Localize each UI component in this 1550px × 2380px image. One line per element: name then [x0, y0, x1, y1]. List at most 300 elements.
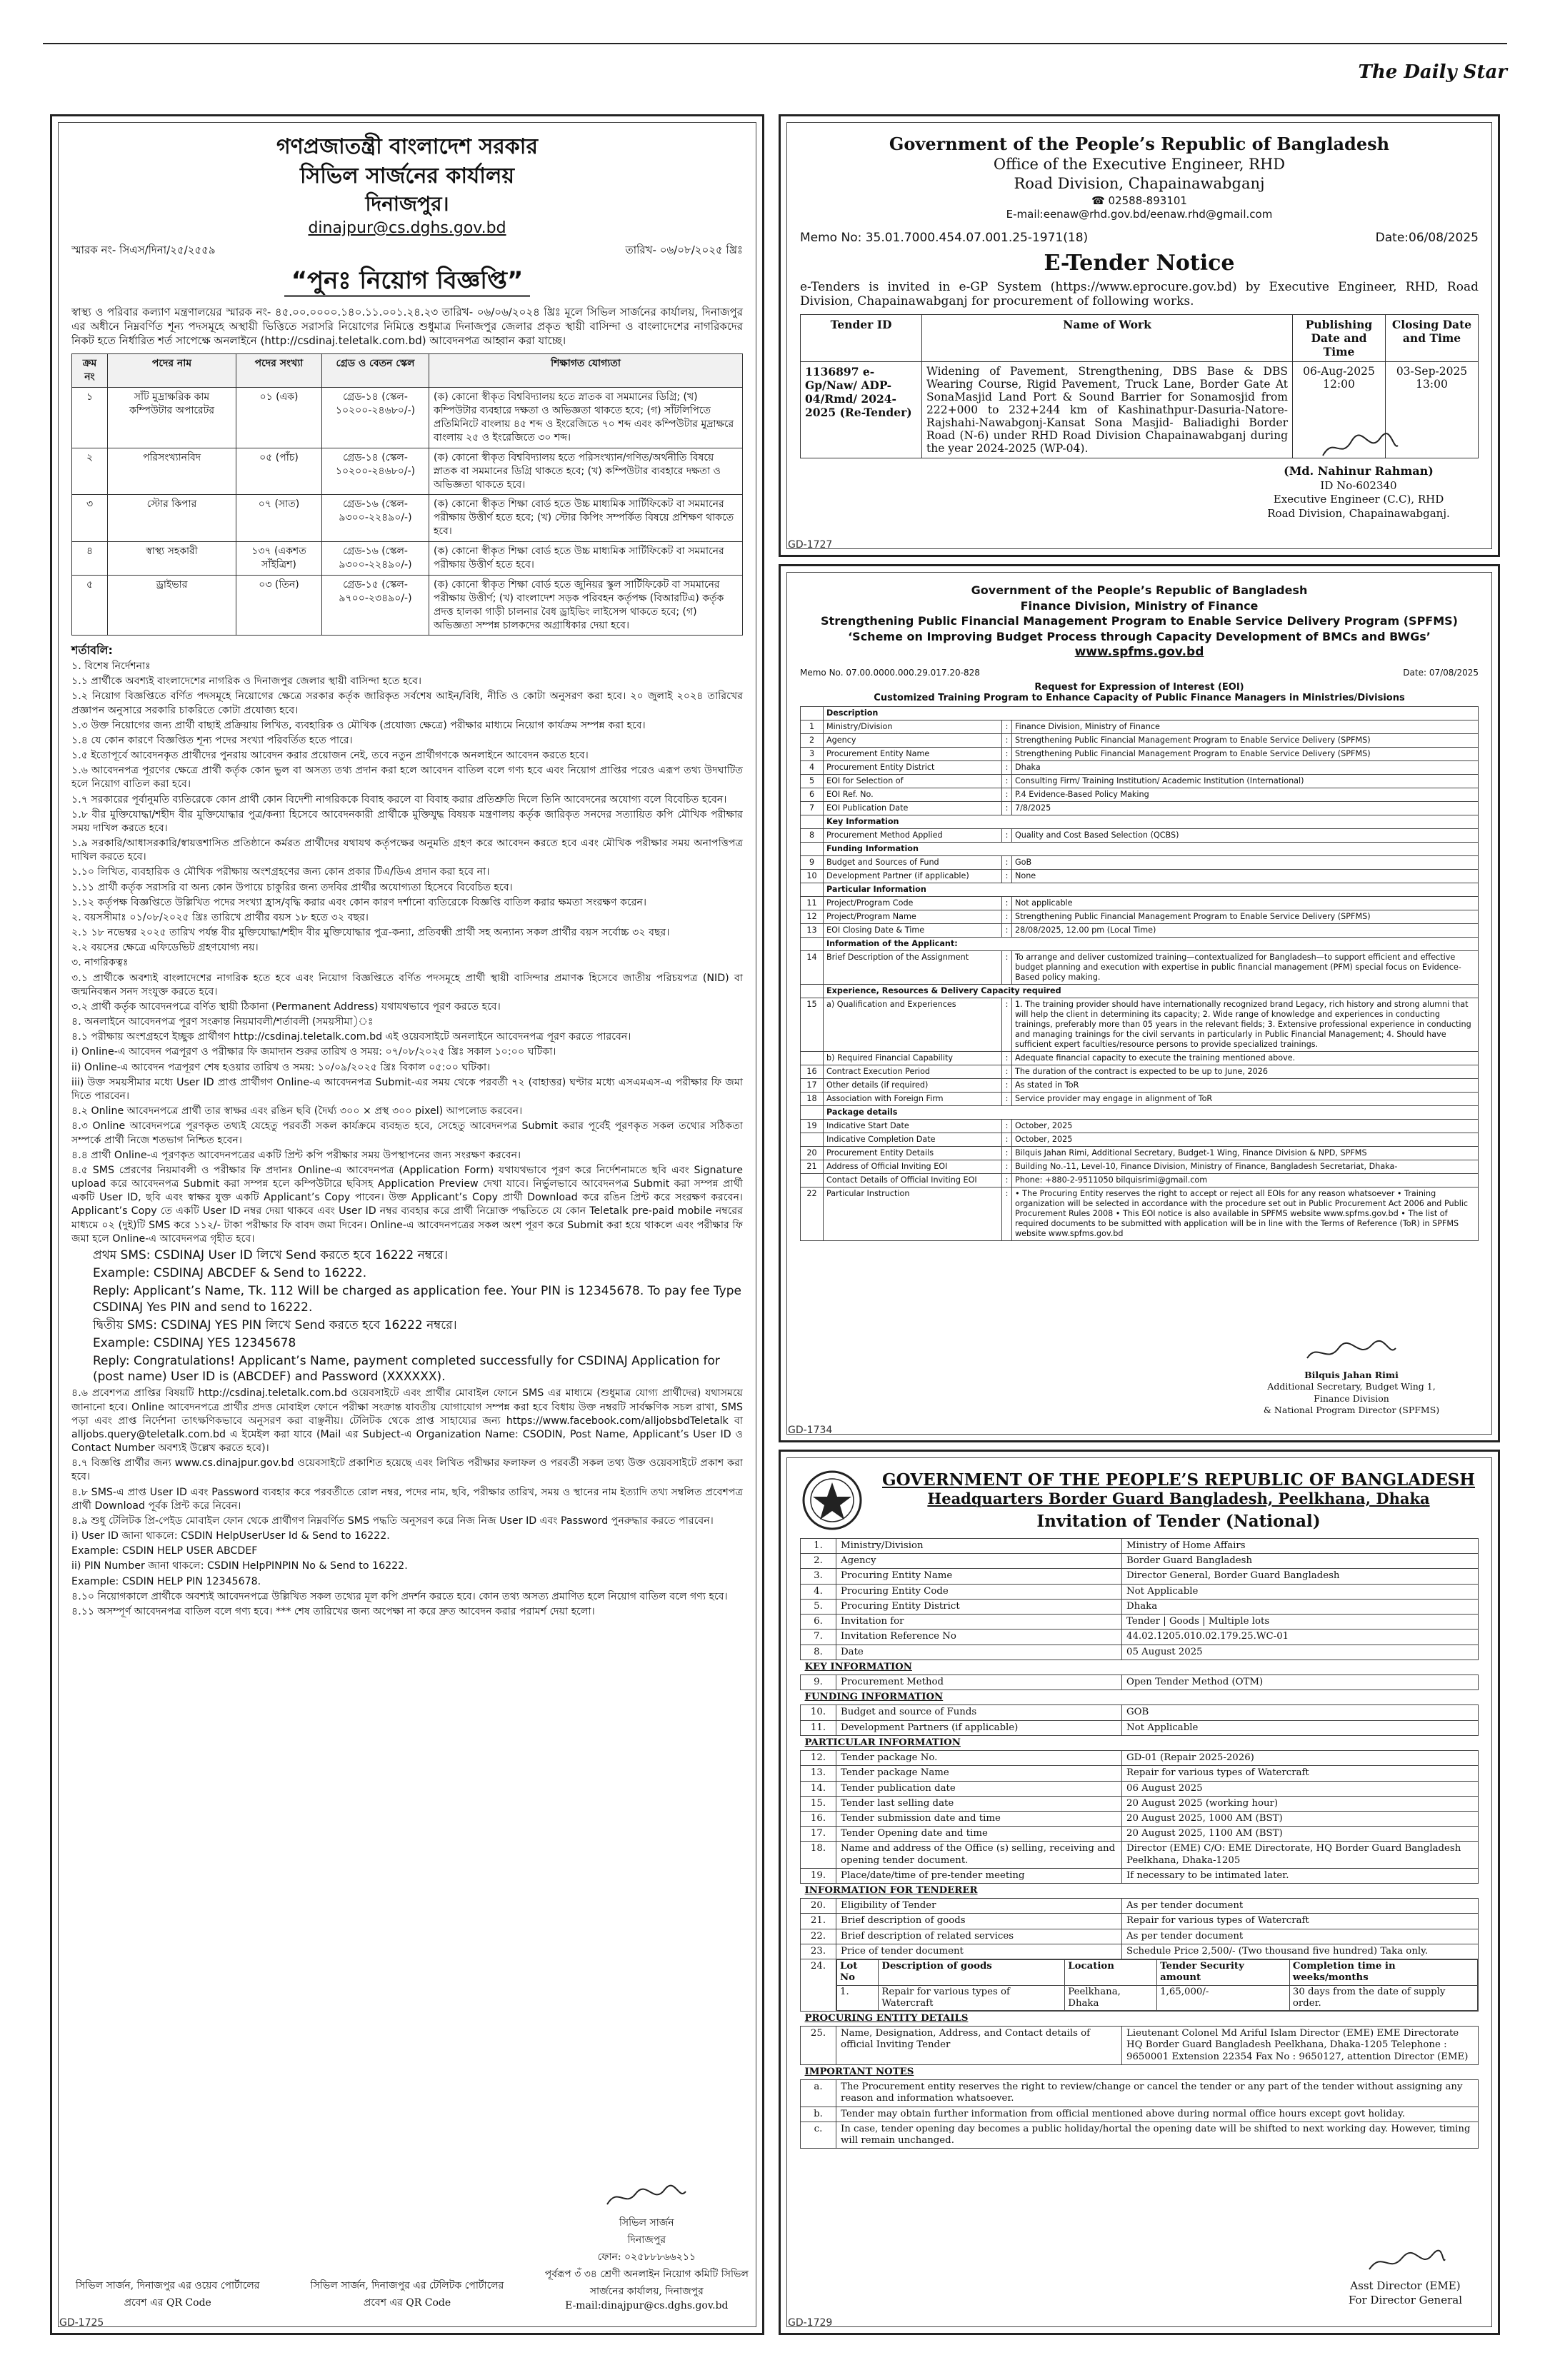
col-publish: Publishing Date and Time	[1293, 314, 1386, 361]
ad-heading	[800, 133, 1479, 222]
row-value: • The Procuring Entity reserves the right to accept or reject all EOIs for any reason whatsoever • Training organization will be selected in accordance with the procedure set out in Public Procurement Act 2006 and Public Procurement Rules 2008 • This EOI notice is also available in SPFMS website www.spfms.gov.bd • The list of required documents to be submitted with application will be in line with the Terms of Reference (ToR) in SPFMS website www.spfms.gov.bd	[1012, 1188, 1479, 1241]
row-section: Information of the Applicant:	[824, 938, 1479, 951]
table-cell: ০৭ (সাত)	[236, 495, 322, 542]
condition-item: ii) Online-এ আবেদন পত্রপূরণ শেষ হওয়ার তারিখ ও সময়: ১০/০৯/২০২৫ খ্রিঃ বিকাল ০৫:০০ ঘটিকা।	[71, 1061, 491, 1073]
heading-email[interactable]: dinajpur@cs.dghs.gov.bd	[308, 219, 506, 237]
table-row	[801, 761, 1479, 775]
row-value: 20 August 2025 (working hour)	[1122, 1796, 1479, 1811]
table-row	[801, 870, 1479, 883]
ad-heading	[71, 133, 743, 238]
qr-caption-web: সিভিল সার্জন, দিনাজপুর এর ওয়েব পোর্টালের প্রবেশ এর QR Code	[75, 2280, 260, 2309]
row-key: EOI Publication Date	[824, 802, 1002, 815]
table-row	[801, 1781, 1479, 1796]
row-key: Ministry/Division	[836, 1539, 1122, 1554]
col-close: Closing Date and Time	[1386, 314, 1479, 361]
row-number: 2	[801, 734, 824, 748]
row-value: 28/08/2025, 12.00 pm (Local Time)	[1012, 924, 1479, 938]
memo-number: স্মারক নং- সিএস/দিনা/২৫/২৫৫৯	[71, 243, 216, 257]
row-number: 5.	[801, 1599, 836, 1614]
signer-name: Bilquis Jahan Rimi	[1304, 1370, 1399, 1380]
row-colon: :	[1002, 829, 1012, 843]
row-number: 15.	[801, 1796, 836, 1811]
table-row	[801, 883, 1479, 897]
table-row	[801, 720, 1479, 734]
row-number: 9	[801, 856, 824, 870]
table-cell: ৪	[72, 542, 108, 576]
table-row	[801, 1645, 1479, 1660]
condition-item: ১.৭ সরকারের পূর্বানুমতি ব্যতিরেকে কোন প্রার্থী কোন বিদেশী নাগরিককে বিবাহ করলে বা বিবাহ করার প্রতিশ্রুতি দিলে তিনি আবেদনের অযোগ্য বলে বিবেচিত হবেন।	[71, 793, 727, 805]
row-number: 8	[801, 829, 824, 843]
table-row	[801, 1569, 1479, 1584]
note-row	[801, 2122, 1479, 2148]
row-colon: :	[1002, 748, 1012, 761]
condition-item: ৪.৯ শুধু টেলিটক প্রি-পেইড মোবাইল ফোন থেকে প্রার্থীগণ নিম্নবর্ণিত SMS পদ্ধতি অনুসরণ করে নিজ নিজ User ID এবং Password পুনরুদ্ধার করতে পারবেন।	[71, 1515, 714, 1527]
row-value: Quality and Cost Based Selection (QCBS)	[1012, 829, 1479, 843]
row-colon: :	[1002, 1120, 1012, 1133]
row-key: Price of tender document	[836, 1944, 1122, 1959]
lot-header: Lot No	[837, 1960, 879, 1985]
table-row	[801, 910, 1479, 924]
row-number: 12.	[801, 1751, 836, 1766]
col-qualification: শিক্ষাগত যোগ্যতা	[429, 354, 743, 388]
row-number: 3.	[801, 1569, 836, 1584]
row-number: 19.	[801, 1868, 836, 1883]
condition-item: Example: CSDIN HELP PIN 12345678.	[71, 1575, 261, 1587]
row-value: 20 August 2025, 1100 AM (BST)	[1122, 1827, 1479, 1842]
condition-item: ৪.৮ SMS-এ প্রাপ্ত User ID এবং Password ব্যবহার করে পরবর্তীতে রোল নম্বর, পদের নাম, ছবি, পরীক্ষার তারিখ, সময় ও স্থানের নাম ইত্যাদি তথ্য সম্বলিত প্রবেশপত্র প্রার্থী Download পূর্বক প্রিন্ট করে নিবেন।	[71, 1486, 743, 1512]
row-value: Border Guard Bangladesh	[1122, 1554, 1479, 1569]
row-number: 14	[801, 951, 824, 985]
row-key: Contract Execution Period	[824, 1065, 1002, 1079]
table-row	[801, 1914, 1479, 1929]
row-number: 17	[801, 1079, 824, 1093]
row-value: Finance Division, Ministry of Finance	[1012, 720, 1479, 734]
row-number: 5	[801, 775, 824, 788]
table-row	[801, 815, 1479, 829]
row-value: Repair for various types of Watercraft	[1122, 1914, 1479, 1929]
heading-website[interactable]: www.spfms.gov.bd	[1074, 645, 1204, 660]
row-colon: :	[1002, 788, 1012, 802]
row-number: 20	[801, 1147, 824, 1160]
ad-code: GD-1727	[788, 539, 833, 551]
ad-spfms-eoi	[779, 564, 1500, 1442]
section-row	[801, 1735, 1479, 1750]
lot-header: Tender Security amount	[1157, 1960, 1290, 1985]
condition-item: ২.২ বয়সের ক্ষেত্রে এফিডেভিট গ্রহণযোগ্য নয়।	[71, 942, 259, 954]
row-key: Brief Description of the Assignment	[824, 951, 1002, 985]
row-number: 8.	[801, 1645, 836, 1660]
heading-office: Office of the Executive Engineer, RHD	[993, 156, 1286, 174]
row-key: Invitation Reference No	[836, 1630, 1122, 1645]
row-key: Ministry/Division	[824, 720, 1002, 734]
row-key: Indicative Completion Date	[824, 1133, 1002, 1147]
table-row	[801, 775, 1479, 788]
table-cell: স্বাস্থ্য সহকারী	[108, 542, 236, 576]
table-row	[801, 938, 1479, 951]
sms-line: প্রথম SMS: CSDINAJ User ID লিখে Send করতে হবে 16222 নম্বরে।	[93, 1247, 449, 1262]
row-value: Not applicable	[1012, 897, 1479, 910]
tender-id: 1136897 e-Gp/Naw/ ADP-04/Rmd/ 2024-2025 (Re-Tender)	[801, 361, 922, 458]
row-value: 1. The training provider should have internationally recognized brand Legacy, rich history and strong alumni that will help the client in determining its capacity; 2. Wide range of knowledge and experiences in conducting trainings, preferably more than 05 years in the relevant fields; 3. Extensive professional experience in conducting and managing trainings for the civil servants in particularly in Public Financial Management; 4. Should have sufficient expert faculties/resource persons to provide specialized trainings.	[1012, 998, 1479, 1052]
table-cell: (ক) কোনো স্বীকৃত বিশ্ববিদ্যালয় হতে স্নাতক বা সমমানের ডিগ্রি; (খ) কম্পিউটার ব্যবহারে দক্ষতা ও অভিজ্ঞতা থাকতে হবে; (গ) সাঁটলিপিতে প্রতিমিনিটে বাংলায় ৪৫ শব্দ ও ইংরেজিতে ৭০ শব্দ এবং কম্পিউটার মুদ্রাক্ষরে বাংলায় ২৫ ও ইংরেজিতে ৩০ শব্দ।	[429, 388, 743, 448]
condition-item: ৪.৪ প্রার্থী Online-এ পূরণকৃত আবেদনপত্রের একটি প্রিন্ট কপি পরীক্ষার সময় উপস্থাপনের জন্য সংরক্ষণ করবেন।	[71, 1149, 521, 1161]
table-row	[801, 2027, 1479, 2065]
row-value: As per tender document	[1122, 1899, 1479, 1914]
row-number: 9.	[801, 1674, 836, 1689]
row-number: 7	[801, 802, 824, 815]
condition-item: ৪. অনলাইনে আবেদনপত্র পূরণ সংক্রান্ত নিয়মাবলী/শর্তাবলী (সময়সীমা)ঃ	[71, 1016, 374, 1028]
memo-row	[800, 668, 1479, 678]
heading-government: Government of the People’s Republic of Bangladesh	[971, 583, 1308, 597]
table-row	[801, 1766, 1479, 1781]
signature-icon	[1362, 2248, 1448, 2276]
condition-item: ৩.২ প্রার্থী কর্তৃক আবেদনপত্রে বর্ণিত স্থায়ী ঠিকানা (Permanent Address) যথাযথভাবে পূরণ করতে হবে।	[71, 1000, 501, 1013]
row-colon: :	[1002, 1093, 1012, 1106]
ad-rhd-etender	[779, 114, 1500, 557]
row-key: Procuring Entity Code	[836, 1584, 1122, 1599]
signature-block	[1234, 1338, 1469, 1416]
memo-number: Memo No. 07.00.0000.000.29.017.20-828	[800, 668, 980, 678]
row-value: Repair for various types of Watercraft	[1122, 1766, 1479, 1781]
signer-office: Road Division, Chapainawabganj.	[1267, 506, 1450, 520]
row-key: Agency	[824, 734, 1002, 748]
ad-heading	[800, 1468, 1479, 1532]
table-row	[801, 1584, 1479, 1599]
row-number: 4.	[801, 1584, 836, 1599]
lot-value: Repair for various types of Watercraft	[879, 1985, 1065, 2010]
condition-item: ১.১ প্রার্থীকে অবশ্যই বাংলাদেশের নাগরিক ও দিনাজপুর জেলার স্থায়ী বাসিন্দা হতে হবে।	[71, 676, 422, 688]
row-section: Description	[824, 707, 1479, 720]
row-number	[801, 1133, 824, 1147]
row-section: Key Information	[824, 815, 1479, 829]
note-text: Tender may obtain further information from official mentioned above during normal office hours except govt holiday.	[836, 2107, 1479, 2122]
table-cell: স্টোর কিপার	[108, 495, 236, 542]
row-value: Ministry of Home Affairs	[1122, 1539, 1479, 1554]
row-number: 6	[801, 788, 824, 802]
section-row	[801, 1884, 1479, 1899]
condition-item: ii) PIN Number জানা থাকলে: CSDIN HelpPINPIN No & Send to 16222.	[71, 1560, 408, 1572]
table-row	[801, 1899, 1479, 1914]
row-number: 20.	[801, 1899, 836, 1914]
signer-division: Finance Division	[1314, 1392, 1389, 1404]
row-value: Dhaka	[1012, 761, 1479, 775]
row-colon: :	[1002, 802, 1012, 815]
table-row	[801, 1811, 1479, 1826]
table-cell: গ্রেড-১৬ (স্কেল- ৯৩০০-২২৪৯০/-)	[322, 495, 429, 542]
row-key: Indicative Start Date	[824, 1120, 1002, 1133]
row-value: Tender | Goods | Multiple lots	[1122, 1615, 1479, 1630]
section-row	[801, 2064, 1479, 2079]
row-key: Development Partner (if applicable)	[824, 870, 1002, 883]
condition-item: ১. বিশেষ নির্দেশনাঃ	[71, 661, 151, 672]
sms-line: Example: CSDINAJ ABCDEF & Send to 16222.	[93, 1265, 367, 1280]
notice-title	[800, 682, 1479, 703]
col-count: পদের সংখ্যা	[236, 354, 322, 388]
signer-email: E-mail:dinajpur@cs.dghs.gov.bd	[565, 2300, 729, 2311]
note-text: The Procurement entity reserves the right to review/change or cancel the tender or any part of the tender without assigning any reason and information whatsoever.	[836, 2080, 1479, 2107]
condition-item: ৪.৬ প্রবেশপত্র প্রাপ্তির বিষয়টি http://csdinaj.teletalk.com.bd ওয়েবসাইটে এবং প্রার্থীর মোবাইল ফোনে SMS এর মাধ্যমে (শুধুমাত্র যোগ্য প্রার্থীদের) যথাসময়ে জানানো হবে। Online আবেদনপত্রে প্রার্থীর প্রদত্ত মোবাইল ফোনে পরীক্ষা সংক্রান্ত যাবতীয় যোগাযোগ সম্পন্ন করা হবে বিধায় উক্ত নম্বরটি সার্বক্ষণিক সচল রাখা, SMS পড়া এবং প্রাপ্ত নির্দেশনা তাৎক্ষণিকভাবে অনুসরণ করা বাঞ্ছনীয়। টেলিটক থেকে প্রাপ্ত সাহায্যের জন্য https://www.facebook.com/alljobsbdTeletalk বা alljobs.query@teletalk.com.bd এ ইমেইল করা যাবে (Mail এর Subject-এ Organization Name: CSODIN, Post Name, Applicant’s User ID ও Contact Number অবশ্যই উল্লেখ করতে হবে)।	[71, 1387, 743, 1455]
row-value: Director (EME) C/O: EME Directorate, HQ Border Guard Bangladesh Peelkhana, Dhaka-1205	[1122, 1842, 1479, 1868]
row-section: Particular Information	[824, 883, 1479, 897]
col-tender-id: Tender ID	[801, 314, 922, 361]
table-row	[801, 843, 1479, 856]
heading-phone: ☎ 02588-893101	[1091, 194, 1187, 207]
memo-number: Memo No: 35.01.7000.454.07.001.25-1971(18)	[800, 230, 1089, 245]
row-colon: :	[1002, 734, 1012, 748]
row-number	[801, 883, 824, 897]
memo-date: Date: 07/08/2025	[1403, 668, 1479, 678]
row-key: Particular Instruction	[824, 1188, 1002, 1241]
condition-item: iii) উক্ত সময়সীমার মধ্যে User ID প্রাপ্ত প্রার্থীগণ Online-এ আবেদনপত্র Submit-এর সময় থেকে পরবর্তী ৭২ (বাহাত্তর) ঘণ্টার মধ্যে এসএমএস-এ পরীক্ষার ফি জমা দিতে পারবেন।	[71, 1076, 743, 1102]
table-cell: ৫	[72, 575, 108, 636]
row-number: 19	[801, 1120, 824, 1133]
lot-value: 30 days from the date of supply order.	[1289, 1985, 1477, 2010]
row-key: Project/Program Code	[824, 897, 1002, 910]
table-row	[801, 1842, 1479, 1868]
row-value: Dhaka	[1122, 1599, 1479, 1614]
ad-bgb-tender	[779, 1450, 1500, 2335]
table-row	[801, 829, 1479, 843]
section-heading: KEY INFORMATION	[804, 1661, 912, 1672]
section-row	[801, 1690, 1479, 1705]
row-value: Open Tender Method (OTM)	[1122, 1674, 1479, 1689]
conditions-list	[71, 660, 743, 1246]
row-number: 16.	[801, 1811, 836, 1826]
row-value: 7/8/2025	[1012, 802, 1479, 815]
row-key: Contact Details of Official Inviting EOI	[824, 1174, 1002, 1188]
tender-work: Widening of Pavement, Strengthening, DBS Base & DBS Wearing Course, Rigid Pavement, Truck Lane, Border Gate At SonaMasjid Land Port & Sound Barrier for Sonamosjid from 222+000 to 232+244 km of Kashinathpur-Dasuria-Natore-Rajshahi-Nawabgonj-Kansat Sona Masjid- Baliadighi Border Road (N-6) under RHD Road Division Chapainawabganj during the year 2024-2025 (WP-04).	[922, 361, 1293, 458]
condition-item: ১.১২ কর্তৃপক্ষ বিজ্ঞপ্তিতে উল্লিখিত পদের সংখ্যা হ্রাস/বৃদ্ধি করার এবং কোন কারণ দর্শানো ব্যতিরেকে বিজ্ঞপ্তি বাতিল করার ক্ষমতা সংরক্ষণ করেন।	[71, 896, 647, 908]
row-key: Procurement Method Applied	[824, 829, 1002, 843]
heading-hq: Headquarters Border Guard Bangladesh, Peelkhana, Dhaka	[927, 1489, 1430, 1507]
row-number: 22	[801, 1188, 824, 1241]
heading-email[interactable]: E-mail:eenaw@rhd.gov.bd/eenaw.rhd@gmail.com	[1006, 208, 1273, 221]
row-value: October, 2025	[1012, 1120, 1479, 1133]
note-letter: b.	[801, 2107, 836, 2122]
note-row	[801, 2080, 1479, 2107]
vacancy-table	[71, 353, 743, 636]
section-heading: FUNDING INFORMATION	[804, 1692, 944, 1703]
row-number	[801, 938, 824, 951]
row-value: Consulting Firm/ Training Institution/ Academic Institution (International)	[1012, 775, 1479, 788]
table-row	[801, 748, 1479, 761]
row-key: Procuring Entity Name	[836, 1569, 1122, 1584]
col-serial: ক্রম নং	[72, 354, 108, 388]
row-key: EOI Closing Date & Time	[824, 924, 1002, 938]
row-number: 21.	[801, 1914, 836, 1929]
table-row	[801, 1868, 1479, 1883]
row-value: Strengthening Public Financial Management Program to Enable Service Delivery (SPFMS)	[1012, 734, 1479, 748]
row-number	[801, 843, 824, 856]
tender-table	[800, 1538, 1479, 2149]
conditions-heading: শর্তাবলি:	[71, 643, 113, 658]
newspaper-masthead: The Daily Star	[1358, 61, 1507, 83]
row-colon: :	[1002, 1174, 1012, 1188]
page-header	[43, 43, 1507, 93]
note-letter: a.	[801, 2080, 836, 2107]
footer-signature-area	[65, 2211, 749, 2311]
section-heading: INFORMATION FOR TENDERER	[804, 1885, 978, 1897]
table-row	[801, 951, 1479, 985]
condition-item: ১.৬ আবেদনপত্র পূরণের ক্ষেত্রে প্রার্থী কর্তৃক কোন ভুল বা অসত্য তথ্য প্রদান করা হলে আবেদন বাতিল বলে গণ্য হবে এবং নিয়োগ প্রাপ্তির পরেও এরূপ তথ্য উদঘাটিত হলে নিয়োগ বাতিল করা হবে।	[71, 765, 743, 790]
qr-caption-teletalk: সিভিল সার্জন, দিনাজপুর এর টেলিটক পোর্টালের প্রবেশ এর QR Code	[310, 2280, 504, 2309]
row-value: As stated in ToR	[1012, 1079, 1479, 1093]
section-heading: IMPORTANT NOTES	[804, 2066, 914, 2077]
table-row	[801, 1796, 1479, 1811]
row-number: 21	[801, 1160, 824, 1174]
row-key: Eligibility of Tender	[836, 1899, 1122, 1914]
section-row	[801, 1660, 1479, 1674]
row-section: Experience, Resources & Delivery Capacity required	[824, 985, 1479, 998]
table-cell: গ্রেড-১৫ (স্কেল- ৯৭০০-২৩৪৯০/-)	[322, 575, 429, 636]
table-row	[801, 1120, 1479, 1133]
lot-value: Peelkhana, Dhaka	[1065, 1985, 1157, 2010]
notice-title: E-Tender Notice	[1044, 250, 1235, 276]
notice-intro: e-Tenders is invited in e-GP System (https://www.eprocure.gov.bd) by Executive Engineer, RHD, Road Division, Chapainawabganj for procurement of following works.	[800, 279, 1479, 308]
table-row	[72, 542, 743, 576]
row-key: Place/date/time of pre-tender meeting	[836, 1868, 1122, 1883]
sms-line: Reply: Applicant’s Name, Tk. 112 Will be charged as application fee. Your PIN is 12345678. To pay fee Type CSDINAJ Yes PIN and send to 16222.	[93, 1283, 741, 1315]
table-row	[801, 1079, 1479, 1093]
table-row	[801, 1630, 1479, 1645]
qr-block-web	[65, 2277, 270, 2311]
row-value: As per tender document	[1122, 1929, 1479, 1944]
row-key: Address of Official Inviting EOI	[824, 1160, 1002, 1174]
row-value: None	[1012, 870, 1479, 883]
table-row	[801, 788, 1479, 802]
row-key: Name and address of the Office (s) selling, receiving and opening tender document.	[836, 1842, 1122, 1868]
row-value: Not Applicable	[1122, 1584, 1479, 1599]
row-number: 10.	[801, 1705, 836, 1720]
section-heading: PROCURING ENTITY DETAILS	[804, 2013, 969, 2024]
row-value: 05 August 2025	[1122, 1645, 1479, 1660]
row-number: 25.	[801, 2027, 836, 2065]
row-number	[801, 815, 824, 829]
row-number	[801, 707, 824, 720]
row-number: 24.	[801, 1959, 836, 2012]
note-letter: c.	[801, 2122, 836, 2148]
lot-header: Location	[1065, 1960, 1157, 1985]
row-value: October, 2025	[1012, 1133, 1479, 1147]
row-number: 15	[801, 998, 824, 1052]
table-cell: পরিসংখ্যানবিদ	[108, 448, 236, 495]
notice-title: Invitation of Tender (National)	[1036, 1511, 1321, 1531]
row-key: Budget and Sources of Fund	[824, 856, 1002, 870]
table-row	[801, 1674, 1479, 1689]
row-number	[801, 985, 824, 998]
heading-division: Road Division, Chapainawabganj	[1014, 175, 1265, 193]
memo-row	[71, 243, 743, 257]
signer-name: (Md. Nahinur Rahman)	[1284, 463, 1434, 478]
row-value: Adequate financial capacity to execute the training mentioned above.	[1012, 1052, 1479, 1065]
table-cell: গ্রেড-১৪ (স্কেল- ১০২০০-২৪৬৮০/-)	[322, 388, 429, 448]
condition-item: ২. বয়সসীমাঃ ০১/০৮/২০২৫ খ্রিঃ তারিখে প্রার্থীর বয়স ১৮ হতে ৩২ বছর।	[71, 911, 369, 923]
lot-header-row	[837, 1960, 1478, 1985]
table-row	[801, 1093, 1479, 1106]
row-key: Procurement Entity Name	[824, 748, 1002, 761]
note-text: In case, tender opening day becomes a public holiday/hortal the opening date will be shifted to next working day. However, timing will remain unchanged.	[836, 2122, 1479, 2148]
lot-header: Description of goods	[879, 1960, 1065, 1985]
row-colon: :	[1002, 924, 1012, 938]
row-value: Director General, Border Guard Bangladesh	[1122, 1569, 1479, 1584]
row-value: Strengthening Public Financial Management Program to Enable Service Delivery (SPFMS)	[1012, 910, 1479, 924]
row-key: Tender package No.	[836, 1751, 1122, 1766]
row-number: 1.	[801, 1539, 836, 1554]
row-key: Association with Foreign Firm	[824, 1093, 1002, 1106]
row-value: Phone: +880-2-9511050 bilquisrimi@gmail.com	[1012, 1174, 1479, 1188]
table-row	[801, 1188, 1479, 1241]
signature-icon	[1316, 433, 1401, 461]
table-row	[801, 1959, 1479, 2012]
row-key: Brief description of related services	[836, 1929, 1122, 1944]
table-cell: ড্রাইভার	[108, 575, 236, 636]
row-colon: :	[1002, 761, 1012, 775]
row-colon: :	[1002, 870, 1012, 883]
table-row	[801, 1720, 1479, 1735]
ad-civil-surgeon-dinajpur	[50, 114, 764, 2335]
lot-value: 1.	[837, 1985, 879, 2010]
row-colon: :	[1002, 1188, 1012, 1241]
heading-scheme: ‘Scheme on Improving Budget Process through Capacity Development of BMCs and BWGs’	[848, 629, 1431, 643]
signature-icon	[604, 2183, 689, 2211]
table-cell: ১৩৭ (একশত সাঁইত্রিশ)	[236, 542, 322, 576]
notice-title-1: Request for Expression of Interest (EOI)	[1034, 682, 1244, 693]
heading-division: Finance Division, Ministry of Finance	[1020, 598, 1259, 613]
row-number: 12	[801, 910, 824, 924]
signer-for: For Director General	[1348, 2293, 1462, 2306]
row-section: Funding Information	[824, 843, 1479, 856]
row-value: Bilquis Jahan Rimi, Additional Secretary, Budget-1 Wing, Finance Division & NPD, SPFMS	[1012, 1147, 1479, 1160]
ad-code: GD-1729	[788, 2317, 833, 2329]
row-key: Tender last selling date	[836, 1796, 1122, 1811]
row-number: 1	[801, 720, 824, 734]
row-colon: :	[1002, 856, 1012, 870]
lot-row	[837, 1985, 1478, 2010]
table-row	[801, 924, 1479, 938]
row-colon: :	[1002, 910, 1012, 924]
ad-code: GD-1725	[59, 2317, 104, 2329]
tender-publish: 06-Aug-2025 12:00	[1293, 361, 1386, 458]
lot-cell	[836, 1959, 1479, 2012]
signer-role: & National Program Director (SPFMS)	[1263, 1404, 1440, 1415]
signature-icon	[1301, 1338, 1401, 1367]
row-value: Strengthening Public Financial Management Program to Enable Service Delivery (SPFMS)	[1012, 748, 1479, 761]
row-value: Schedule Price 2,500/- (Two thousand five hundred) Taka only.	[1122, 1944, 1479, 1959]
row-number: 16	[801, 1065, 824, 1079]
condition-item: ৪.১০ নিয়োগকালে প্রার্থীকে অবশ্যই আবেদনপত্রে উল্লিখিত সকল তথ্যের মূল কপি প্রদর্শন করতে হবে। কোন তথ্য অসত্য প্রমাণিত হলে নিয়োগ বাতিল বলে গণ্য হবে।	[71, 1590, 728, 1602]
row-colon: :	[1002, 1079, 1012, 1093]
note-row	[801, 2107, 1479, 2122]
row-number: 17.	[801, 1827, 836, 1842]
row-key: Procurement Entity Details	[824, 1147, 1002, 1160]
row-key: Tender package Name	[836, 1766, 1122, 1781]
row-colon: :	[1002, 1133, 1012, 1147]
row-number: 23.	[801, 1944, 836, 1959]
signer-phone: ফোন: ০২৫৮৮৮৬৬২১১	[597, 2251, 696, 2263]
table-row	[801, 1065, 1479, 1079]
row-key: a) Qualification and Experiences	[824, 998, 1002, 1052]
row-value: Not Applicable	[1122, 1720, 1479, 1735]
row-number	[801, 1106, 824, 1120]
row-number: 18	[801, 1093, 824, 1106]
table-cell: ০৫ (পাঁচ)	[236, 448, 322, 495]
table-row	[801, 1615, 1479, 1630]
table-row	[72, 495, 743, 542]
row-key: Agency	[836, 1554, 1122, 1569]
row-key: Tender publication date	[836, 1781, 1122, 1796]
row-colon: :	[1002, 1160, 1012, 1174]
heading-government: GOVERNMENT OF THE PEOPLE’S REPUBLIC OF BANGLADESH	[882, 1470, 1475, 1490]
